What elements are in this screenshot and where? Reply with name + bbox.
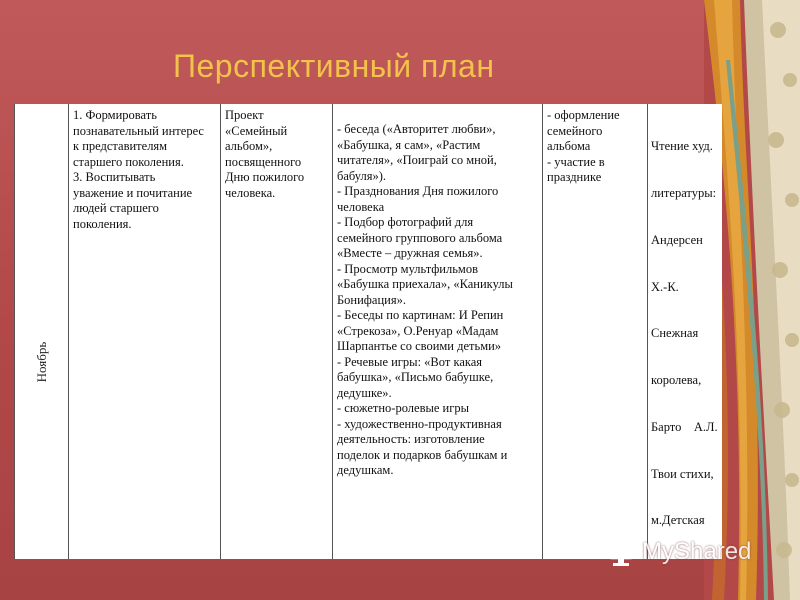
reading-line: м.Детская — [651, 513, 705, 528]
activities-line: бабушка», «Письмо бабушке, — [337, 370, 494, 384]
parents-column — [543, 104, 648, 559]
month-column — [14, 104, 69, 559]
reading-line: Х.-К. — [651, 279, 679, 294]
parents-line: - участие в — [547, 154, 605, 169]
activities-line: семейного группового альбома — [337, 230, 503, 245]
project-line: «Семейный — [225, 123, 288, 138]
activities-line: - Речевые игры: «Вот какая — [337, 354, 483, 369]
goals-column — [69, 104, 221, 559]
activities-line: Шарпантье со своими детьми» — [337, 339, 502, 353]
activities-line: «Бабушка приехала», «Каникулы — [337, 277, 513, 291]
goals-text — [73, 108, 216, 232]
watermark-logo — [606, 536, 766, 570]
monitor-icon — [606, 538, 640, 570]
project-line: Дню пожилого — [225, 170, 305, 184]
goals-line: поколения. — [73, 216, 132, 231]
activities-line: «Бабушка, я сам», «Растим — [337, 137, 481, 152]
project-line: Проект — [225, 108, 264, 122]
goals-line: 3. Воспитывать — [73, 170, 156, 184]
goals-line: уважение и почитание — [73, 185, 193, 200]
watermark-text: MyShared — [642, 538, 752, 565]
reading-line: Снежная — [651, 326, 699, 341]
goals-line: 1. Формировать — [73, 108, 157, 122]
reading-line: Андерсен — [651, 232, 703, 247]
reading-line: Чтение худ. — [651, 139, 713, 154]
reading-line: Твои стихи, — [651, 466, 714, 481]
activities-line: бабуля»). — [337, 168, 387, 183]
activities-line: - Празднования Дня пожилого — [337, 184, 499, 198]
activities-line: «Вместе – дружная семья». — [337, 246, 483, 260]
parents-text — [547, 108, 645, 186]
project-text — [225, 108, 329, 201]
project-line: альбом», — [225, 139, 273, 153]
reading-text — [651, 108, 722, 559]
activities-line: «Стрекоза», О.Ренуар «Мадам — [337, 323, 499, 338]
plan-table — [14, 104, 722, 559]
parents-line: празднике — [547, 170, 602, 184]
activities-line: читателя», «Поиграй со мной, — [337, 153, 497, 167]
activities-line: дедушкам. — [337, 463, 394, 477]
parents-line: альбома — [547, 139, 591, 153]
reading-line: королева, — [651, 373, 702, 388]
parents-line: семейного — [547, 123, 603, 138]
activities-line: человека — [337, 199, 385, 214]
scanned-table-page — [14, 104, 722, 559]
activities-line: - сюжетно-ролевые игры — [337, 401, 470, 415]
month-label: Ноябрь — [34, 341, 49, 383]
goals-line: познавательный интерес — [73, 123, 204, 138]
goals-line: к представителям — [73, 139, 168, 153]
project-column — [221, 104, 333, 559]
activities-line: деятельность: изготовление — [337, 432, 485, 446]
project-line: посвященного — [225, 154, 302, 169]
activities-line: - Подбор фотографий для — [337, 215, 474, 229]
reading-column — [648, 104, 722, 559]
activities-line: - художественно-продуктивная — [337, 416, 502, 431]
activities-line: дедушке». — [337, 385, 392, 400]
slide-title: Перспективный план — [173, 48, 495, 84]
activities-line: - Беседы по картинам: И Репин — [337, 308, 504, 322]
activities-line: Бонифация». — [337, 292, 406, 307]
activities-line: - Просмотр мультфильмов — [337, 261, 478, 276]
activities-column — [333, 104, 543, 559]
reading-line: Барто А.Л. — [651, 419, 718, 434]
activities-text — [337, 122, 539, 479]
project-line: человека. — [225, 185, 276, 200]
goals-line: старшего поколения. — [73, 154, 184, 169]
parents-line: - оформление — [547, 108, 620, 122]
goals-line: людей старшего — [73, 201, 159, 215]
activities-line: - беседа («Авторитет любви», — [337, 122, 496, 136]
reading-line: литературы: — [651, 185, 717, 200]
activities-line: поделок и подарков бабушкам и — [337, 447, 508, 462]
